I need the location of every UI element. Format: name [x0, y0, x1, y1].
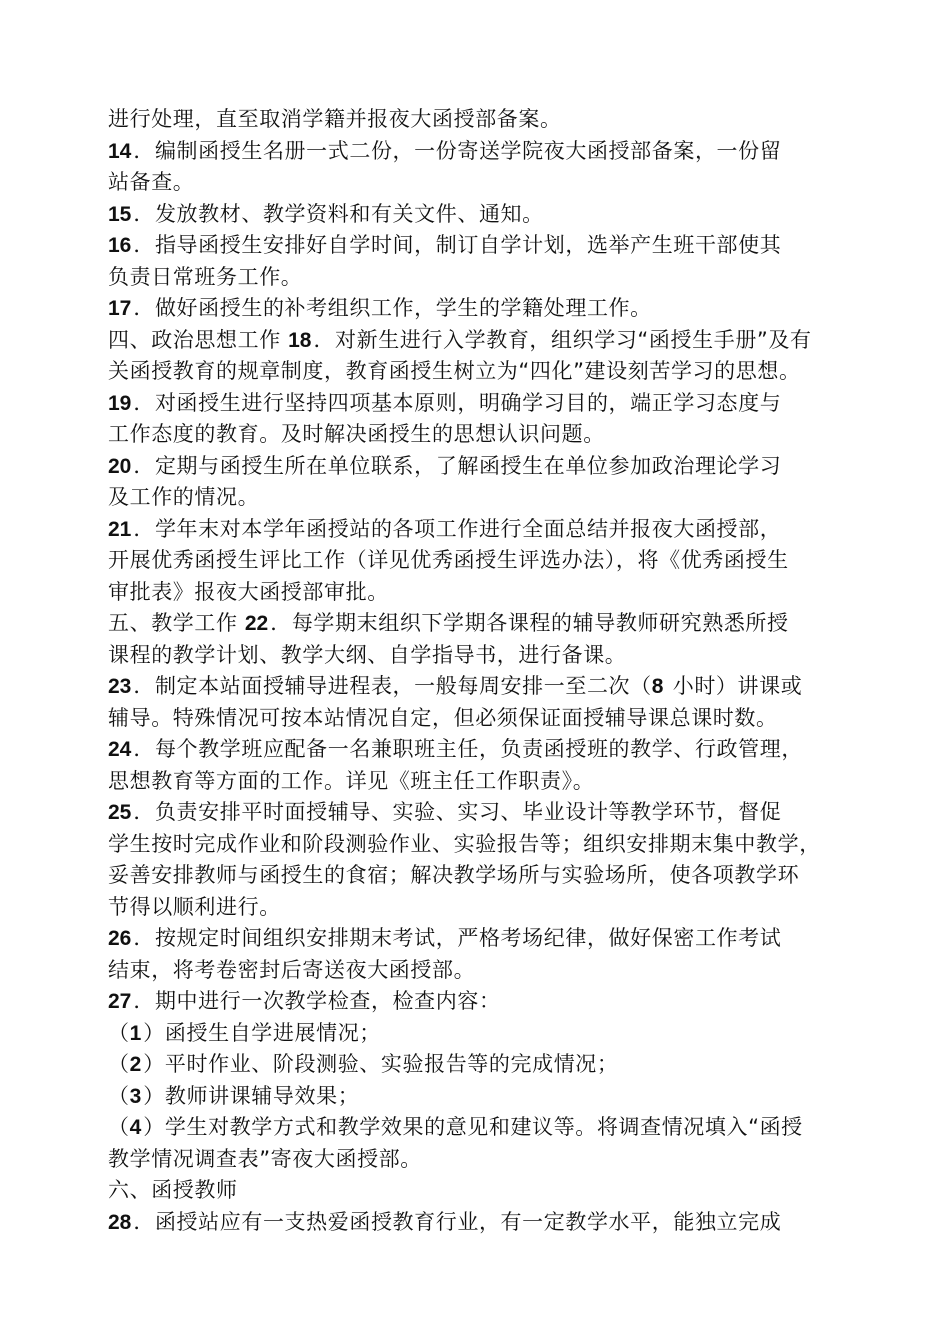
text-line [108, 136, 898, 168]
line-text: ．编制函授生名册一式二份，一份寄送学院夜大函授部备案，一份留 [133, 138, 782, 163]
text-line [108, 923, 898, 955]
text-line [108, 1144, 898, 1176]
text-line [108, 293, 898, 325]
line-text: 关函授教育的规章制度，教育函授生树立为“四化”建设刻苦学习的思想。 [108, 359, 801, 383]
text-line [108, 797, 898, 829]
text-line [108, 766, 898, 798]
text-line [108, 703, 898, 735]
line-text: ．学年末对本学年函授站的各项工作进行全面总结并报夜大函授部， [133, 516, 782, 541]
line-text: ．对函授生进行坚持四项基本原则，明确学习目的，端正学习态度与 [133, 390, 782, 415]
line-text: ．制定本站面授辅导进程表，一般每周安排一至二次（ [133, 674, 652, 698]
line-text: ．每个教学班应配备一名兼职班主任，负责函授班的教学、行政管理， [133, 737, 803, 761]
text-line [108, 671, 898, 703]
line-text: （ [108, 1052, 130, 1076]
item-number: 17 [108, 297, 132, 320]
text-line [108, 1112, 898, 1144]
line-text: 节得以顺利进行。 [108, 894, 281, 919]
item-number: 18 [288, 328, 312, 352]
item-number: 1 [129, 1021, 142, 1045]
text-line [108, 1018, 898, 1050]
line-text: 课程的教学计划、教学大纲、自学指导书，进行备课。 [108, 642, 627, 667]
line-text: 教学情况调查表”寄夜大函授部。 [108, 1146, 422, 1171]
line-text: ）教师讲课辅导效果； [143, 1083, 360, 1108]
line-text: 辅导。特殊情况可按本站情况自定，但必须保证面授辅导课总课时数。 [108, 705, 778, 730]
text-line [108, 734, 898, 766]
text-line [108, 482, 898, 514]
line-text: （ [108, 1115, 130, 1139]
line-text: ）平时作业、阶段测验、实验报告等的完成情况； [143, 1052, 619, 1076]
item-number: 28 [108, 1210, 132, 1234]
item-number: 25 [108, 801, 132, 824]
line-text: （ [108, 1083, 130, 1108]
item-number: 16 [108, 234, 132, 257]
item-number: 19 [108, 391, 132, 415]
line-text: ．负责安排平时面授辅导、实验、实习、毕业设计等教学环节，督促 [133, 800, 782, 824]
line-text: 学生按时完成作业和阶段测验作业、实验报告等；组织安排期末集中教学， [108, 831, 821, 856]
line-text: 负责日常班务工作。 [108, 264, 303, 289]
item-number: 20 [108, 454, 132, 478]
text-line [108, 860, 898, 892]
item-number: 21 [108, 517, 132, 541]
text-line [108, 608, 898, 640]
text-line [108, 1049, 898, 1081]
line-text: ．发放教材、教学资料和有关文件、通知。 [133, 201, 544, 226]
text-line [108, 451, 898, 483]
item-number: 14 [108, 139, 132, 163]
text-line [108, 577, 898, 609]
text-line [108, 1175, 898, 1207]
item-number: 4 [129, 1116, 142, 1139]
text-line [108, 1207, 898, 1239]
document-body [108, 104, 898, 1238]
line-text: ）学生对教学方式和教学效果的意见和建议等。将调查情况填入“函授 [143, 1115, 803, 1139]
line-text: 五、教学工作 [108, 611, 245, 635]
item-number: 15 [108, 202, 132, 226]
line-text: 工作态度的教育。及时解决函授生的思想认识问题。 [108, 422, 605, 446]
text-line [108, 199, 898, 231]
line-text: 六、函授教师 [108, 1178, 238, 1202]
text-line [108, 104, 898, 136]
text-line [108, 1081, 898, 1113]
text-line [108, 325, 898, 357]
item-number: 23 [108, 675, 132, 698]
line-text: ）函授生自学进展情况； [143, 1020, 381, 1045]
line-text: 结束，将考卷密封后寄送夜大函授部。 [108, 957, 476, 982]
item-number: 3 [129, 1084, 142, 1108]
line-text: ．每学期末组织下学期各课程的辅导教师研究熟悉所授 [270, 611, 789, 635]
text-line [108, 167, 898, 199]
line-text: ．做好函授生的补考组织工作，学生的学籍处理工作。 [133, 296, 652, 320]
text-line [108, 356, 898, 388]
text-line [108, 892, 898, 924]
line-text: 四、政治思想工作 [108, 327, 289, 352]
item-number: 8 [651, 675, 664, 698]
text-line [108, 955, 898, 987]
text-line [108, 986, 898, 1018]
line-text: ．函授站应有一支热爱函授教育行业，有一定教学水平，能独立完成 [133, 1209, 782, 1234]
item-number: 22 [244, 612, 269, 635]
text-line [108, 419, 898, 451]
line-text: ．定期与函授生所在单位联系，了解函授生在单位参加政治理论学习 [133, 453, 782, 478]
text-line [108, 262, 898, 294]
text-line [108, 545, 898, 577]
line-text: 思想教育等方面的工作。详见《班主任工作职责》。 [108, 768, 595, 793]
text-line [108, 640, 898, 672]
line-text: 开展优秀函授生评比工作（详见优秀函授生评选办法），将《优秀函授生 [108, 548, 789, 572]
line-text: 审批表》报夜大函授部审批。 [108, 579, 389, 604]
line-text: ．指导函授生安排好自学时间，制订自学计划，选举产生班干部使其 [133, 233, 782, 257]
line-text: 进行处理，直至取消学籍并报夜大函授部备案。 [108, 107, 562, 131]
item-number: 24 [108, 738, 132, 761]
item-number: 2 [129, 1053, 142, 1076]
text-line [108, 829, 898, 861]
line-text: ．期中进行一次教学检查，检查内容： [133, 989, 501, 1013]
text-line [108, 388, 898, 420]
text-line [108, 230, 898, 262]
line-text: 及工作的情况。 [108, 485, 260, 509]
line-text: ．对新生进行入学教育，组织学习“函授生手册”及有 [313, 327, 812, 352]
line-text: 妥善安排教师与函授生的食宿；解决教学场所与实验场所，使各项教学环 [108, 863, 800, 887]
line-text: （ [108, 1020, 130, 1045]
text-line [108, 514, 898, 546]
item-number: 26 [108, 927, 132, 950]
line-text: ．按规定时间组织安排期末考试，严格考场纪律，做好保密工作考试 [133, 926, 782, 950]
line-text: 站备查。 [108, 170, 195, 194]
item-number: 27 [108, 990, 132, 1013]
line-text: 小时）讲课或 [665, 674, 803, 698]
